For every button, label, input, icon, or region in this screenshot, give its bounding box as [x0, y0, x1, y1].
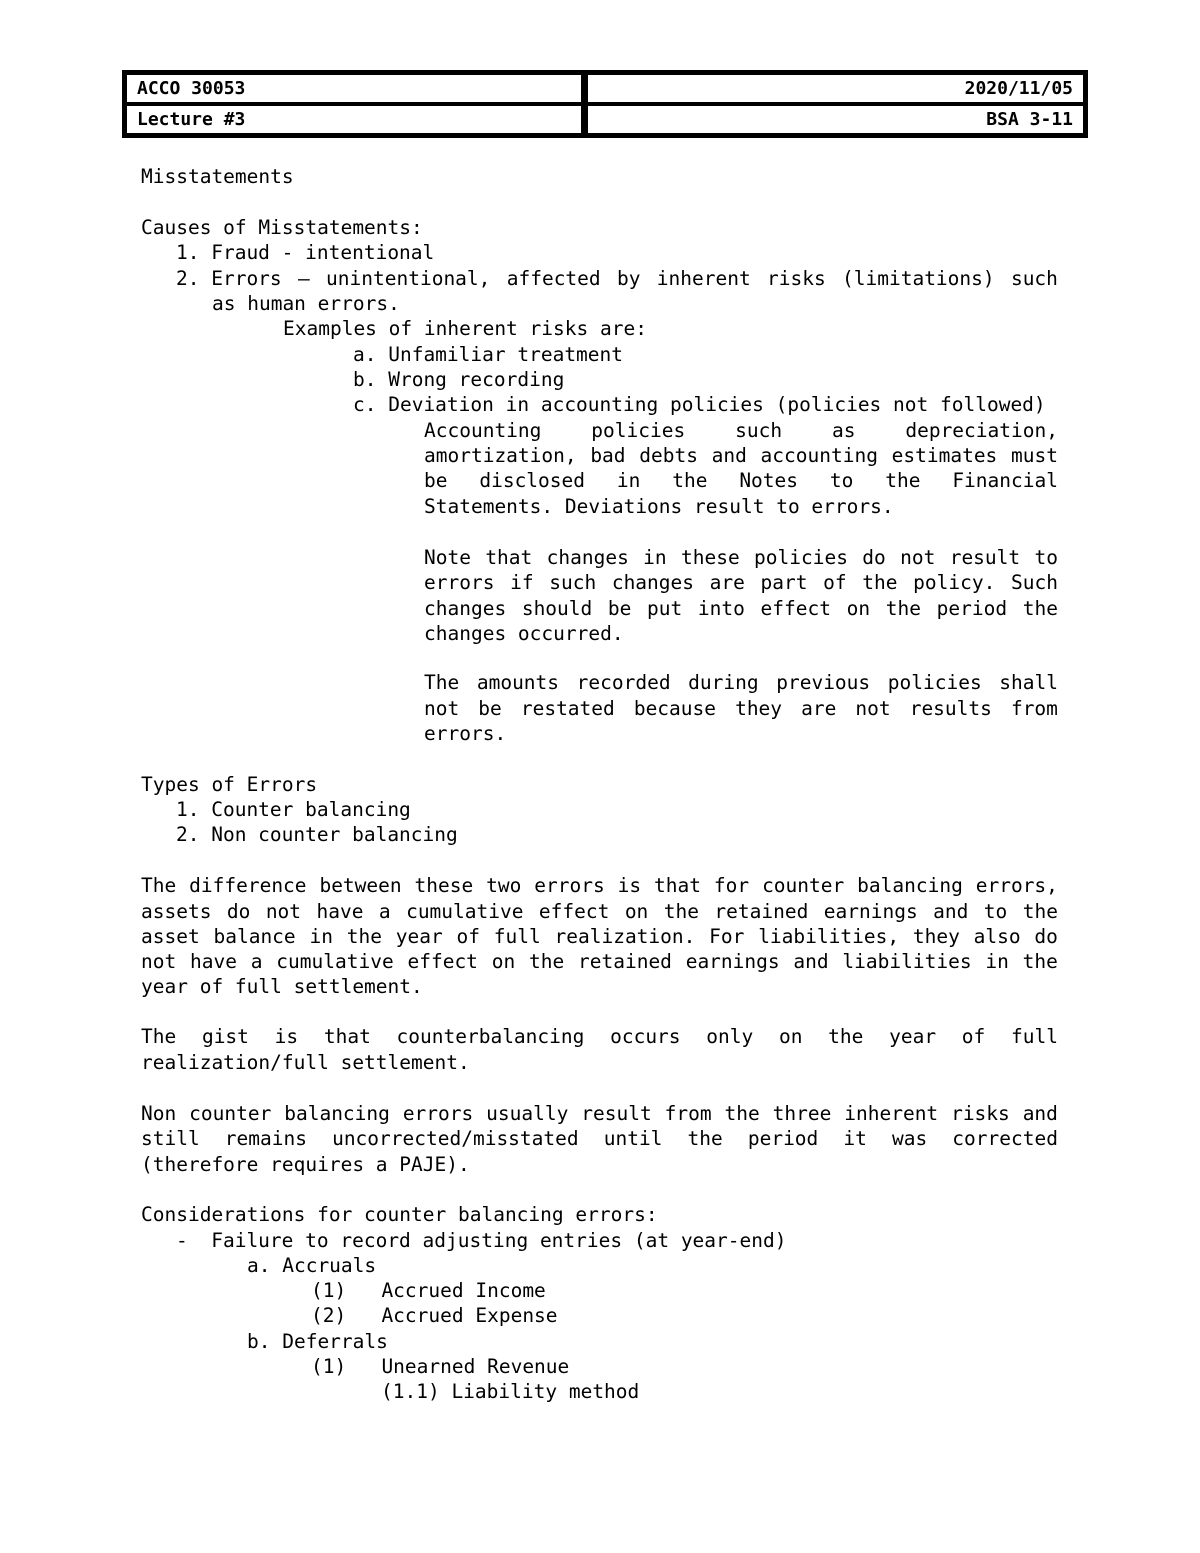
- word: not: [141, 950, 177, 973]
- word: asset: [141, 925, 200, 948]
- word: counter: [762, 874, 845, 897]
- policy-paragraph-line4: Statements. Deviations result to errors.: [424, 495, 894, 518]
- difference-paragraph-line3: [141, 924, 1058, 949]
- course-code: ACCO 30053: [127, 75, 581, 102]
- word: Financial: [952, 469, 1058, 492]
- word: it: [843, 1127, 867, 1150]
- word: of: [823, 571, 847, 594]
- word: to: [983, 900, 1008, 923]
- word: until: [603, 1127, 663, 1150]
- causes-item-fraud: 1. Fraud - intentional: [176, 241, 435, 264]
- types-item-counter: 1. Counter balancing: [176, 798, 411, 821]
- word: effect: [407, 950, 478, 973]
- word: they: [912, 925, 960, 948]
- word: of: [961, 1025, 986, 1048]
- word: errors: [534, 874, 605, 897]
- word: The: [141, 1025, 177, 1048]
- word: such: [1010, 267, 1058, 290]
- page-title: Misstatements: [141, 165, 294, 188]
- word: Note: [424, 546, 471, 569]
- word: policies: [754, 546, 848, 569]
- word: disclosed: [479, 469, 586, 492]
- word: the: [724, 1102, 760, 1125]
- word: that: [654, 874, 702, 897]
- difference-paragraph-line2: [141, 899, 1058, 924]
- word: not: [424, 697, 460, 720]
- word: not: [900, 546, 936, 569]
- word: if: [510, 571, 534, 594]
- word: have: [316, 900, 364, 923]
- word: remains: [224, 1127, 307, 1150]
- word: are: [801, 697, 837, 720]
- gist-paragraph-line1: [141, 1024, 1058, 1049]
- word: and: [711, 444, 747, 467]
- considerations-heading: Considerations for counter balancing errors:: [141, 1203, 658, 1226]
- noncounter-paragraph-line1: [141, 1101, 1058, 1126]
- word: year: [395, 925, 443, 948]
- word: Accounting: [424, 419, 542, 442]
- word: as: [831, 419, 856, 442]
- word: realization.: [554, 925, 696, 948]
- word: do: [226, 900, 251, 923]
- word: still: [141, 1127, 200, 1150]
- word: the: [862, 571, 898, 594]
- word: risks: [951, 1102, 1010, 1125]
- types-heading: Types of Errors: [141, 773, 318, 796]
- noncounter-paragraph-line3: (therefore requires a PAJE).: [141, 1153, 470, 1176]
- word: the: [1022, 950, 1058, 973]
- word: (limitations): [842, 267, 995, 290]
- word: have: [190, 950, 237, 973]
- amounts-paragraph-line1: [424, 670, 1058, 695]
- word: estimates: [891, 444, 998, 467]
- word: the: [346, 925, 382, 948]
- accrued-income-item: (1) Accrued Income: [311, 1279, 546, 1302]
- word: for: [713, 874, 750, 897]
- word: such: [735, 419, 783, 442]
- word: period: [936, 597, 1008, 620]
- word: –: [297, 267, 310, 290]
- word: to: [829, 469, 854, 492]
- word: Notes: [739, 469, 799, 492]
- noncounter-paragraph-line2: [141, 1126, 1058, 1151]
- word: risks: [767, 267, 826, 290]
- word: liabilities: [842, 950, 972, 973]
- policy-paragraph-line1: [424, 418, 1058, 443]
- word: to: [1034, 546, 1058, 569]
- word: also: [973, 925, 1021, 948]
- word: the: [1022, 597, 1058, 620]
- word: on: [778, 1025, 803, 1048]
- unearned-revenue-item: (1) Unearned Revenue: [311, 1355, 570, 1378]
- word: only: [706, 1025, 754, 1048]
- word: The: [141, 874, 177, 897]
- difference-paragraph-line4: [141, 949, 1058, 974]
- note-paragraph-line4: changes occurred.: [424, 622, 624, 645]
- word: not: [855, 697, 891, 720]
- word: retained: [578, 950, 672, 973]
- word: in: [643, 546, 667, 569]
- word: counter: [189, 1102, 272, 1125]
- word: inherent: [656, 267, 751, 290]
- word: on: [491, 950, 516, 973]
- word: changes: [611, 571, 695, 594]
- word: be: [478, 697, 502, 720]
- word: from: [1010, 697, 1058, 720]
- word: is: [617, 874, 642, 897]
- word: amounts: [476, 671, 560, 694]
- word: The: [424, 671, 460, 694]
- word: the: [663, 900, 699, 923]
- accruals-item: a. Accruals: [247, 1254, 377, 1277]
- note-paragraph-line3: [424, 596, 1058, 621]
- word: Such: [1010, 571, 1058, 594]
- word: assets: [141, 900, 212, 923]
- policy-paragraph-line2: [424, 443, 1058, 468]
- word: a: [378, 900, 391, 923]
- word: three: [772, 1102, 832, 1125]
- word: because: [633, 697, 717, 720]
- word: the: [828, 1025, 864, 1048]
- word: that: [323, 1025, 371, 1048]
- word: part: [760, 571, 808, 594]
- word: bad: [590, 444, 626, 467]
- difference-paragraph-line1: [141, 873, 1058, 898]
- word: earnings: [823, 900, 918, 923]
- word: period: [747, 1127, 819, 1150]
- accrued-expense-item: (2) Accrued Expense: [311, 1304, 558, 1327]
- word: debts: [639, 444, 698, 467]
- word: in: [985, 950, 1009, 973]
- word: are: [709, 571, 745, 594]
- word: amortization,: [424, 444, 577, 467]
- word: policies: [887, 671, 982, 694]
- example-item-b: b. Wrong recording: [353, 368, 565, 391]
- word: errors,: [975, 874, 1058, 897]
- word: and: [933, 900, 969, 923]
- word: policies: [591, 419, 686, 442]
- word: results: [909, 697, 992, 720]
- word: difference: [189, 874, 307, 897]
- causes-item-errors-line2: as human errors.: [212, 292, 400, 315]
- word: was: [891, 1127, 928, 1150]
- word: shall: [999, 671, 1058, 694]
- word: changes: [546, 546, 629, 569]
- word: the: [687, 1127, 723, 1150]
- word: be: [424, 469, 448, 492]
- word: 2. Errors: [176, 267, 282, 290]
- difference-paragraph-line5: year of full settlement.: [141, 975, 423, 998]
- word: between: [319, 874, 402, 897]
- word: be: [607, 597, 632, 620]
- word: counterbalancing: [396, 1025, 585, 1048]
- word: changes: [424, 597, 507, 620]
- amounts-paragraph-line3: errors.: [424, 722, 507, 745]
- word: full: [1011, 1025, 1058, 1048]
- word: on: [624, 900, 649, 923]
- word: the: [1022, 900, 1058, 923]
- example-item-a: a. Unfamiliar treatment: [353, 343, 624, 366]
- word: year: [889, 1025, 937, 1048]
- word: occurs: [610, 1025, 681, 1048]
- word: is: [274, 1025, 299, 1048]
- word: usually: [486, 1102, 569, 1125]
- word: from: [664, 1102, 712, 1125]
- word: by: [616, 267, 641, 290]
- word: a: [250, 950, 263, 973]
- word: policy.: [913, 571, 996, 594]
- word: restated: [520, 697, 615, 720]
- word: into: [697, 597, 745, 620]
- word: should: [521, 597, 593, 620]
- word: balance: [213, 925, 296, 948]
- note-paragraph-line2: [424, 570, 1058, 595]
- word: cumulative: [406, 900, 524, 923]
- causes-item-errors-line1: [176, 266, 1058, 291]
- lecture-number: Lecture #3: [127, 106, 581, 133]
- word: in: [616, 469, 641, 492]
- gist-paragraph-line2: realization/full settlement.: [141, 1051, 470, 1074]
- word: these: [680, 546, 740, 569]
- example-item-c: c. Deviation in accounting policies (policies not followed): [353, 393, 1046, 416]
- word: not: [265, 900, 302, 923]
- lecture-date: 2020/11/05: [588, 75, 1083, 102]
- word: and: [1022, 1102, 1058, 1125]
- considerations-bullet: - Failure to record adjusting entries (at year-end): [176, 1229, 787, 1252]
- word: liabilities,: [758, 925, 900, 948]
- word: of: [456, 925, 480, 948]
- word: recorded: [576, 671, 671, 694]
- word: put: [647, 597, 683, 620]
- word: the: [672, 469, 708, 492]
- word: earnings: [685, 950, 780, 973]
- word: these: [414, 874, 474, 897]
- word: For: [709, 925, 745, 948]
- word: and: [793, 950, 829, 973]
- word: such: [549, 571, 597, 594]
- policy-paragraph-line3: [424, 468, 1058, 493]
- word: accounting: [760, 444, 878, 467]
- class-section: BSA 3-11: [588, 106, 1083, 133]
- word: affected: [506, 267, 601, 290]
- word: balancing: [857, 874, 963, 897]
- note-paragraph-line1: [424, 545, 1058, 570]
- word: the: [885, 469, 921, 492]
- word: effect: [538, 900, 610, 923]
- word: unintentional,: [326, 267, 491, 290]
- word: Non: [141, 1102, 177, 1125]
- word: retained: [714, 900, 809, 923]
- word: do: [862, 546, 886, 569]
- word: balancing: [284, 1102, 390, 1125]
- amounts-paragraph-line2: [424, 696, 1058, 721]
- word: must: [1011, 444, 1058, 467]
- liability-method-item: (1.1) Liability method: [381, 1380, 640, 1403]
- word: previous: [776, 671, 871, 694]
- word: effect: [760, 597, 831, 620]
- word: the: [885, 597, 921, 620]
- word: during: [688, 671, 759, 694]
- word: errors: [424, 571, 495, 594]
- word: do: [1034, 925, 1058, 948]
- examples-heading: Examples of inherent risks are:: [283, 317, 647, 340]
- word: errors: [402, 1102, 474, 1125]
- word: on: [846, 597, 871, 620]
- word: gist: [201, 1025, 249, 1048]
- word: result: [581, 1102, 652, 1125]
- word: inherent: [844, 1102, 939, 1125]
- word: result: [949, 546, 1021, 569]
- word: in: [309, 925, 333, 948]
- word: uncorrected/misstated: [332, 1127, 579, 1150]
- word: depreciation,: [905, 419, 1058, 442]
- word: corrected: [952, 1127, 1058, 1150]
- word: that: [485, 546, 533, 569]
- word: two: [486, 874, 522, 897]
- word: they: [735, 697, 783, 720]
- deferrals-item: b. Deferrals: [247, 1330, 388, 1353]
- word: the: [528, 950, 565, 973]
- causes-heading: Causes of Misstatements:: [141, 216, 423, 239]
- word: full: [493, 925, 541, 948]
- types-item-non-counter: 2. Non counter balancing: [176, 823, 458, 846]
- header-table: [122, 70, 1088, 138]
- word: cumulative: [276, 950, 394, 973]
